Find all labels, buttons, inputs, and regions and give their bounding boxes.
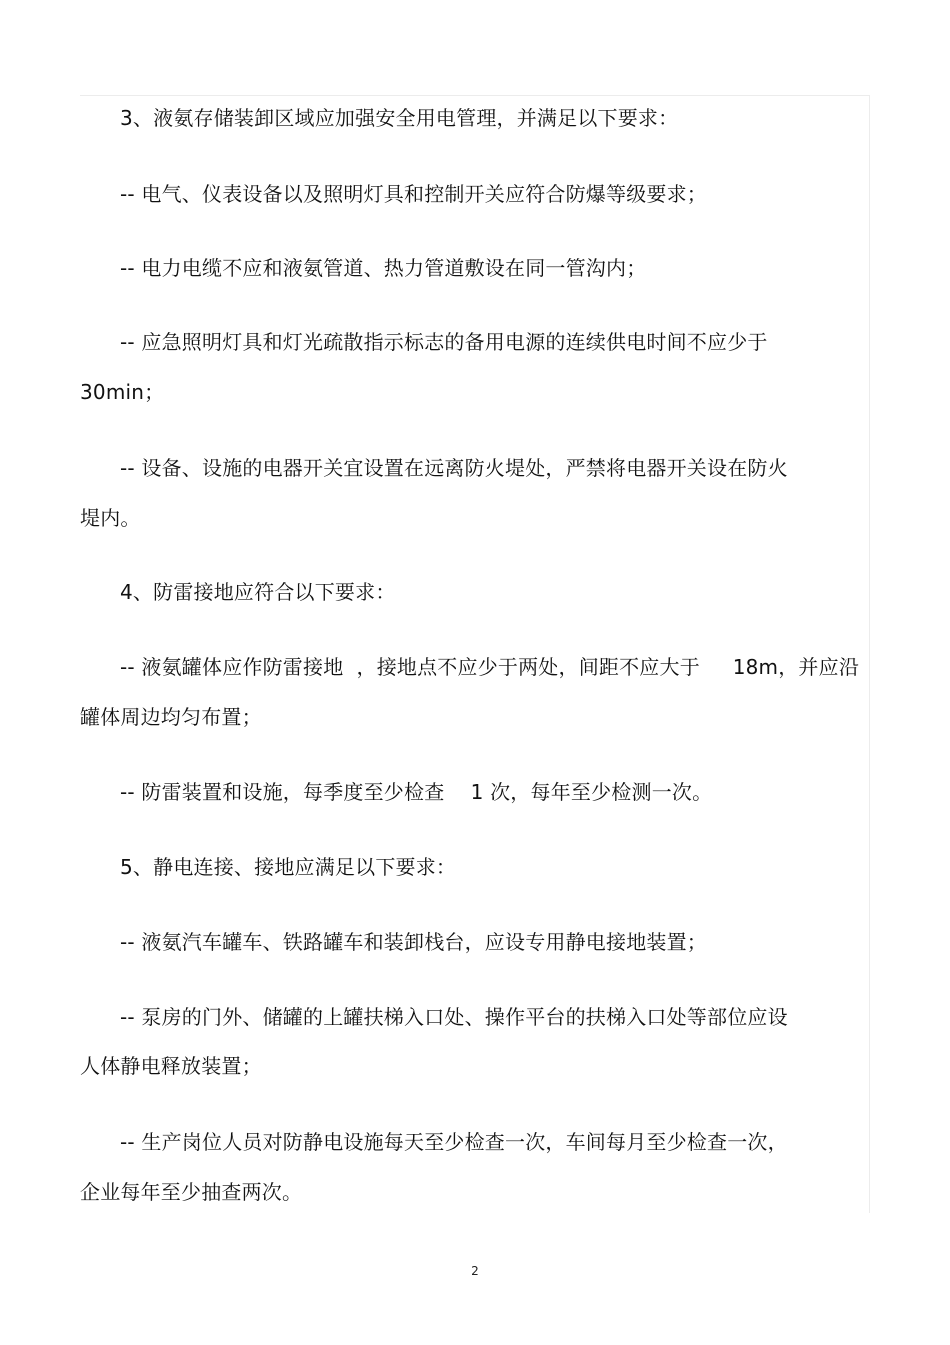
list-item-continuation: 30min； xyxy=(80,380,165,404)
section-4-heading: 4、防雷接地应符合以下要求： xyxy=(120,580,396,604)
list-item: -- 应急照明灯具和灯光疏散指示标志的备用电源的连续供电时间不应少于 xyxy=(120,330,768,354)
list-item: -- 电气、仪表设备以及照明灯具和控制开关应符合防爆等级要求； xyxy=(120,182,707,206)
list-item-continuation: 人体静电释放装置； xyxy=(80,1054,262,1078)
page-frame-top-border xyxy=(80,95,870,96)
section-5-heading: 5、静电连接、接地应满足以下要求： xyxy=(120,855,457,879)
list-item: -- 泵房的门外、储罐的上罐扶梯入口处、操作平台的扶梯入口处等部位应设 xyxy=(120,1005,788,1029)
section-3-heading: 3、液氨存储装卸区域应加强安全用电管理，并满足以下要求： xyxy=(120,106,679,130)
page-frame-right-border xyxy=(869,95,870,1213)
list-item: -- 生产岗位人员对防静电设施每天至少检查一次，车间每月至少检查一次， xyxy=(120,1130,788,1154)
list-item: -- 液氨汽车罐车、铁路罐车和装卸栈台，应设专用静电接地装置； xyxy=(120,930,707,954)
list-item-continuation: 堤内。 xyxy=(80,506,141,530)
list-item: -- 液氨罐体应作防雷接地 ，接地点不应少于两处，间距不应大于 18m，并应沿 xyxy=(120,655,860,679)
list-item-continuation: 企业每年至少抽查两次。 xyxy=(80,1180,303,1204)
list-item: -- 防雷装置和设施，每季度至少检查 1 次，每年至少检测一次。 xyxy=(120,780,713,804)
list-item: -- 设备、设施的电器开关宜设置在远离防火堤处，严禁将电器开关设在防火 xyxy=(120,456,788,480)
list-item-continuation: 罐体周边均匀布置； xyxy=(80,705,262,729)
list-item: -- 电力电缆不应和液氨管道、热力管道敷设在同一管沟内； xyxy=(120,256,647,280)
page-number: 2 xyxy=(471,1264,479,1278)
